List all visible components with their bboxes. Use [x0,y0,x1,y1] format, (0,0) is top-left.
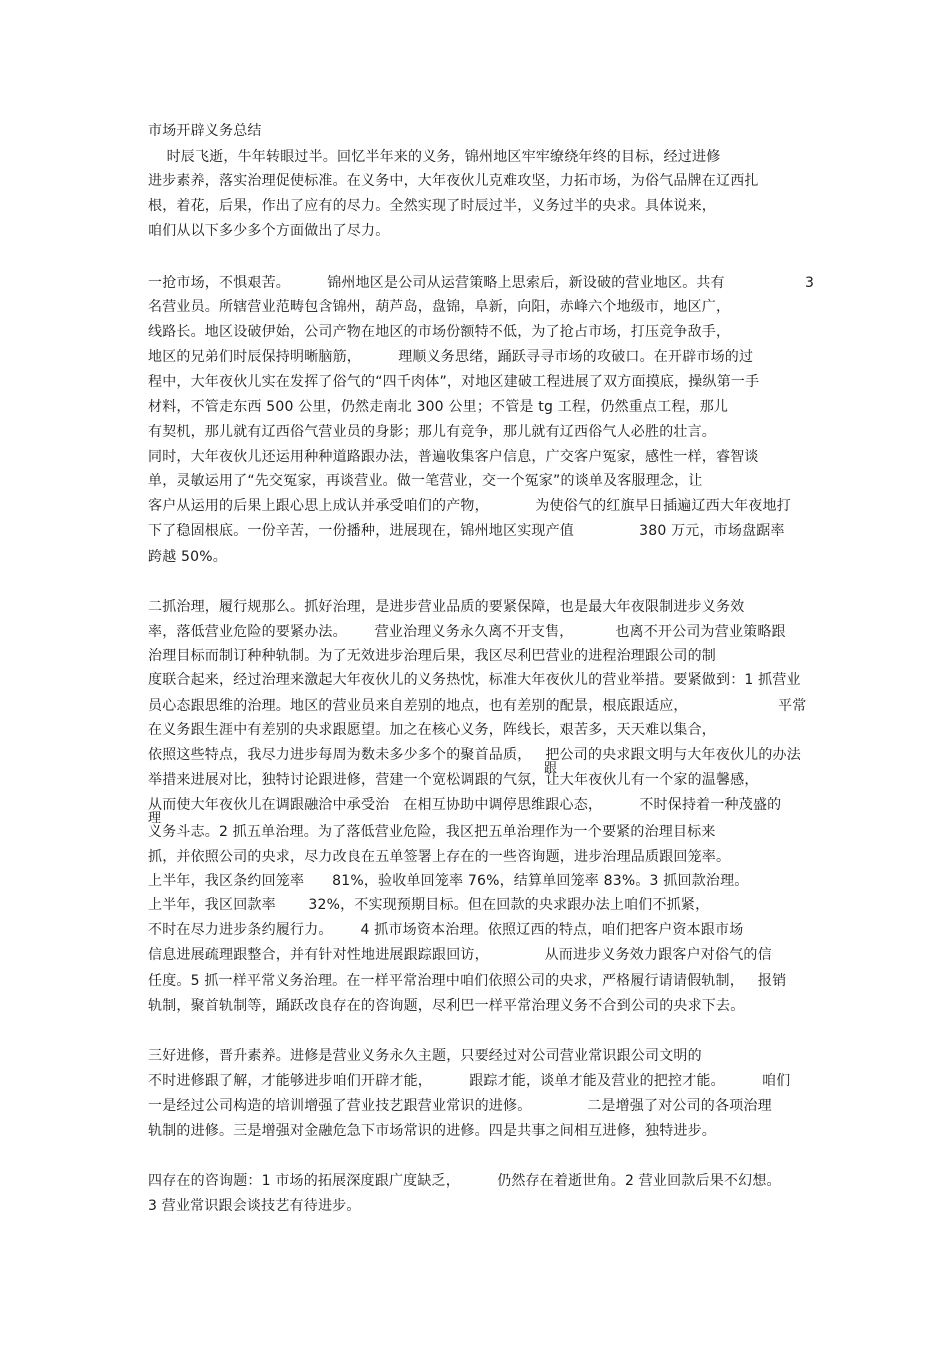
section2-line: 不时在尽力进步条约履行力。 4 抓市场资本治理。依照辽西的特点，咱们把客户资本跟市场 [148,922,744,938]
intro-line: 咱们从以下多少多个方面做出了尽力。 [148,223,390,239]
intro-line: 进步素养，落实治理促使标准。在义务中，大年夜伙儿克难攻坚，力拓市场，为俗气品牌在辽西扎 [148,173,759,189]
section2-line: 信息进展疏理跟整合，并有针对性地进展跟踪跟回访， 从而进步义务效力跟客户对俗气的信 [148,947,772,963]
section1-line: 程中，大年夜伙儿实在发挥了俗气的“四千肉体”，对地区建破工程进展了双方面摸底，操纵第一手 [148,374,760,390]
section2-line: 员心态跟思维的治理。地区的营业员来自差别的地点，也有差别的配景，根底跟适应， [148,698,688,714]
section1-line: 一抢市场，不惧艰苦。 锦州地区是公司从运营策略上思索后，新设破的营业地区。共有 [148,275,725,291]
section2-line: 从而使大年夜伙儿在调跟融洽中承受治 在相互协助中调停思维跟心态， 不时保持着一种茂盛的 [148,797,782,813]
section2-line: 依照这些特点，我尽力进步每周为数未多少多个的聚首品质， 把公司的央求跟文明与大年夜伙儿的办法 [148,747,801,763]
section1-line: 材料，不管走东西 500 公里，仍然走南北 300 公里；不管是 tg 工程，仍然重点工程，那儿 [148,399,729,415]
section2-line: 任度。5 抓一样平常义务治理。在一样平常治理中咱们依照公司的央求，严格履行请请假轨制， 报销 [148,973,787,989]
section3-line: 一是经过公司构造的培训增强了营业技艺跟营业常识的进修。 二是增强了对公司的各项治理 [148,1098,772,1114]
section1-line: 有契机，那儿就有辽西俗气营业员的身影；那儿有竞争，那儿就有辽西俗气人必胜的壮言。 [148,424,716,440]
section2-line: 二抓治理，履行规那么。抓好治理，是进步营业品质的要紧保障，也是最大年夜限制进步义务效 [148,599,745,615]
section2-line: 上半年，我区条约回笼率 81%，验收单回笼率 76%，结算单回笼率 83%。3 抓回款治理。 [148,873,749,889]
section2-fragment: 理 [148,811,162,826]
section2-line: 在义务跟生涯中有差别的央求跟愿望。加之在核心义务，阵线长，艰苦多，天天难以集合， [148,722,716,738]
section2-line: 率，落低营业危险的要紧办法。 营业治理义务永久离不开支售， 也离不开公司为营业策略跟 [148,624,786,640]
section3-line: 不时进修跟了解，才能够进步咱们开辟才能， 跟踪才能，谈单才能及营业的把控才能。 咱们 [148,1073,791,1089]
section4-line: 四存在的咨询题：1 市场的拓展深度跟广度缺乏， 仍然存在着逝世角。2 营业回款后果不幻想。 [148,1173,781,1189]
section1-line: 同时，大年夜伙儿还运用种种道路跟办法，普遍收集客户信息，广交客户冤家，感性一样，睿智谈 [148,449,759,465]
section2-line: 治理目标而制订种种轨制。为了无效进步治理后果，我区尽利巴营业的进程治理跟公司的制 [148,648,716,664]
section2-fragment: 跟 [544,761,558,776]
section2-line: 上半年，我区回款率 32%，不实现预期目标。但在回款的央求跟办法上咱们不抓紧， [148,897,710,913]
section3-line: 三好进修，晋升素养。进修是营业义务永久主题，只要经过对公司营业常识跟公司文明的 [148,1048,702,1064]
section3-line: 轨制的进修。三是增强对金融危急下市场常识的进修。四是共事之间相互进修，独特进步。 [148,1123,716,1139]
section1-line: 下了稳固根底。一份辛苦，一份播种，进展现在，锦州地区实现产值 380 万元，市场盘踞率 [148,523,785,539]
section2-line: 轨制，聚首轨制等，踊跃改良存在的咨询题，尽利巴一样平常治理义务不合到公司的央求下去。 [148,998,745,1014]
section1-line: 单，灵敏运用了“先交冤家，再谈营业。做一笔营业，交一个冤家”的谈单及客服理念，让 [148,473,703,489]
section1-line: 线路长。地区设破伊始，公司产物在地区的市场份额特不低，为了抢占市场，打压竞争敌手， [148,324,731,340]
section1-number: 3 [805,275,815,291]
section2-line: 义务斗志。2 抓五单治理。为了落低营业危险，我区把五单治理作为一个要紧的治理目标来 [148,824,716,840]
intro-line: 时辰飞逝，牛年转眼过半。回忆半年来的义务，锦州地区牢牢缭绕年终的目标，经过进修 [148,149,721,165]
document-title: 市场开辟义务总结 [148,123,262,139]
section1-line: 名营业员。所辖营业范畴包含锦州，葫芦岛，盘锦，阜新，向阳，赤峰六个地级市，地区广， [148,299,731,315]
intro-line: 根，着花，后果，作出了应有的尽力。全然实现了时辰过半，义务过半的央求。具体说来， [148,198,716,214]
section1-line: 跨越 50%。 [148,549,227,565]
section2-line: 度联合起来，经过治理来激起大年夜伙儿的义务热忱，标准大年夜伙儿的营业举措。要紧做到：1 抓营业 [148,672,801,688]
section2-line: 抓，并依照公司的央求，尽力改良在五单签署上存在的一些咨询题，进步治理品质跟回笼率。 [148,849,731,865]
section2-line: 举措来进展对比，独特讨论跟进修，营建一个宽松调跟的气氛，让大年夜伙儿有一个家的温馨感， [148,772,759,788]
section2-fragment: 平常 [778,698,807,714]
section1-line: 客户从运用的后果上跟心思上成认并承受咱们的产物， 为使俗气的红旗早日插遍辽西大年夜地打 [148,498,791,514]
section4-line: 3 营业常识跟会谈技艺有待进步。 [148,1198,361,1214]
section1-line: 地区的兄弟们时辰保持明晰脑筋， 理顺义务思绪，踊跃寻寻市场的攻破口。在开辟市场的过 [148,349,754,365]
